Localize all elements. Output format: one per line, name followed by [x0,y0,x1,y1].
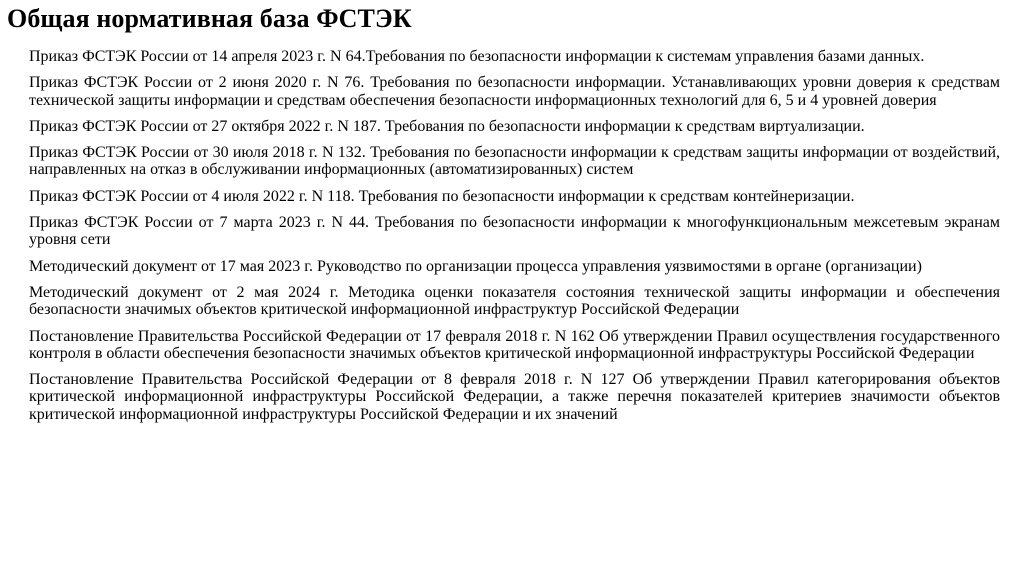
list-item-fstec-order-44: Приказ ФСТЭК России от 7 марта 2023 г. N 44. Требования по безопасности информации к многофункциональным межсетевым экранам уровня сети [29,214,1000,249]
regulatory-document-list [29,48,1000,432]
list-item-method-doc-2023: Методический документ от 17 мая 2023 г. Руководство по организации процесса управления уязвимостями в органе (организации) [29,257,922,275]
list-item-fstec-order-118: Приказ ФСТЭК России от 4 июля 2022 г. N 118. Требования по безопасности информации к средствам контейнеризации. [29,187,855,205]
list-item-method-doc-2024: Методический документ от 2 мая 2024 г. Методика оценки показателя состояния технической защиты информации и обеспечения безопасности значимых объектов критической информационной инфраструктур Российской Федерации [29,283,1000,319]
list-item-fstec-order-76: Приказ ФСТЭК России от 2 июня 2020 г. N 76. Требования по безопасности информации. Устанавливающих уровни доверия к средствам технической защиты информации и средствам обеспечения безопасности информационных технологий для 6, 5 и 4 уровней доверия [29,74,1000,109]
list-item-fstec-order-64: Приказ ФСТЭК России от 14 апреля 2023 г. N 64.Требования по безопасности информации к системам управления базами данных. [29,48,925,65]
slide-title: Общая нормативная база ФСТЭК [7,4,412,33]
list-item-fstec-order-187: Приказ ФСТЭК России от 27 октября 2022 г. N 187. Требования по безопасности информации к средствам виртуализации. [29,117,865,135]
list-item-government-decree-162: Постановление Правительства Российской Федерации от 17 февраля 2018 г. N 162 Об утверждении Правил осуществления государственного контроля в области обеспечения безопасности значимых объектов критической информационной инфраструктуры Российской Федерации [29,327,1001,362]
list-item-fstec-order-132: Приказ ФСТЭК России от 30 июля 2018 г. N 132. Требования по безопасности информации к средствам защиты информации от воздействий, направленных на отказ в обслуживании информационных (автоматизированных) систем [29,144,1000,179]
list-item-government-decree-127: Постановление Правительства Российской Федерации от 8 февраля 2018 г. N 127 Об утверждении Правил категорирования объектов критической информационной инфраструктуры Российской Федерации, а также перечня показателей критериев значимости объектов критической информационной инфраструктуры Российской Федерации и их значений [29,371,1000,423]
